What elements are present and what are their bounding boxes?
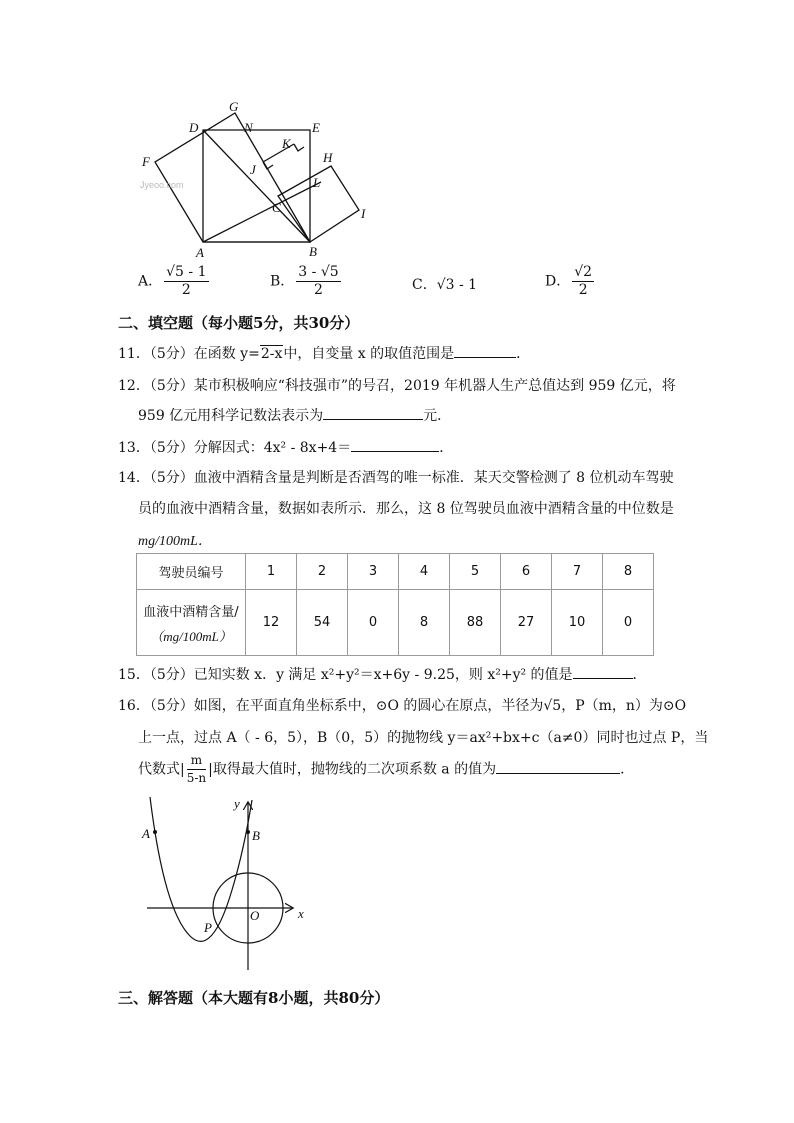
question-12-line1: 12．（5分）某市积极响应“科技强市”的号召，2019 年机器人生产总值达到 959 亿元，将 — [118, 378, 676, 394]
svg-text:P: P — [204, 920, 212, 935]
svg-text:A: A — [142, 826, 150, 841]
svg-text:Jyeoo.com: Jyeoo.com — [140, 180, 184, 190]
option-a: A． $\frac{√5 - 1}{2}$ — [138, 264, 207, 298]
option-d: D． $\frac{√2}{2}$ — [545, 264, 593, 298]
table-row: 驾驶员编号 1 2 3 4 5 6 7 8 — [137, 554, 654, 590]
svg-text:A: A — [196, 245, 204, 260]
svg-text:J: J — [250, 162, 256, 177]
question-15: 15．（5分）已知实数 x．y 满足 x²+y²＝x+6y - 9.25，则 x²+y² 的值是 ． — [118, 667, 647, 683]
parabola — [150, 797, 252, 941]
svg-text:O: O — [250, 908, 260, 923]
svg-text:B: B — [252, 828, 260, 843]
section3-title: 三、解答题（本大题有8小题，共80分） — [118, 989, 390, 1007]
question-16-line2: 上一点，过点 A（ - 6，5），B（0，5）的抛物线 y＝ax²+bx+c（a≠0）同时也过点 P，当 — [138, 730, 709, 746]
question-14-line2: 员的血液中酒精含量，数据如表所示．那么，这 8 位驾驶员血液中酒精含量的中位数是 — [138, 501, 674, 517]
svg-text:C: C — [272, 200, 281, 215]
svg-text:E: E — [312, 120, 320, 135]
svg-text:N: N — [244, 120, 253, 135]
svg-text:F: F — [142, 154, 150, 169]
svg-text:B: B — [309, 244, 317, 259]
svg-text:I: I — [361, 206, 366, 221]
question-16-line1: 16．（5分）如图，在平面直角坐标系中，⊙O 的圆心在原点，半径为√5，P（m，n）为⊙O — [118, 698, 687, 714]
question-11: 11．（5分）在函数 y=2-x中，自变量 x 的取值范围是 ． — [118, 346, 531, 362]
option-b: B． $\frac{3 - √5}{2}$ — [270, 264, 339, 298]
square-afgd — [155, 113, 310, 242]
svg-text:y: y — [234, 796, 240, 811]
svg-text:x: x — [298, 906, 304, 921]
question-14-line3: mg/100mL． — [138, 534, 212, 549]
svg-text:L: L — [313, 175, 321, 190]
question-14-line1: 14．（5分）血液中酒精含量是判断是否酒驾的唯一标准．某天交警检测了 8 位机动车驾驶 — [118, 470, 674, 486]
parabola-circle-figure — [135, 795, 315, 975]
geometry-figure — [130, 95, 380, 265]
svg-text:G: G — [229, 99, 239, 114]
svg-text:K: K — [282, 136, 291, 151]
question-13: 13．（5分）分解因式：4x² - 8x+4＝ ． — [118, 440, 454, 456]
table-row: 血液中酒精含量/ （mg/100mL） 12 54 0 8 88 27 10 0 — [137, 590, 654, 656]
svg-text:H: H — [323, 150, 333, 165]
question-12-line2: 959 亿元用科学记数法表示为 元． — [138, 408, 452, 424]
alcohol-table — [136, 553, 654, 656]
question-16-line3: 代数式| $\frac{m}{5-n}$ |取得最大值时，抛物线的二次项系数 a 的值为 ． — [138, 753, 635, 785]
svg-text:D: D — [189, 120, 199, 135]
option-c: C．√3 - 1 — [412, 277, 478, 293]
section2-title: 二、填空题（每小题5分，共30分） — [118, 314, 360, 332]
